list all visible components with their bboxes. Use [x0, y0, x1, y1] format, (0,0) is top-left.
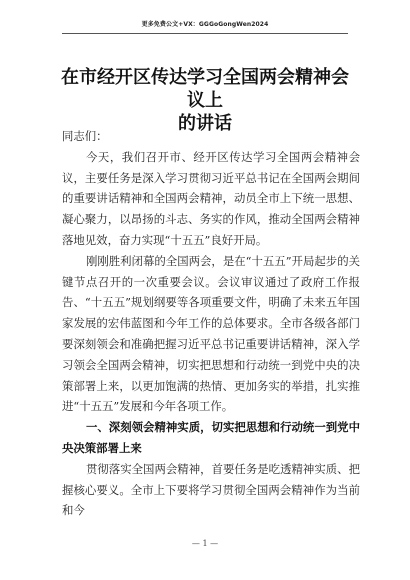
- body-paragraph: 贯彻落实全国两会精神，首要任务是吃透精神实质、把握核心要义。全市上下要将学习贯彻全国两会精神作为当前和今: [62, 461, 360, 518]
- section-heading: 一、深刻领会精神实质，切实把思想和行动统一到党中央决策部署上来: [62, 420, 360, 455]
- page-number: — 1 —: [191, 539, 219, 548]
- document-body: [62, 126, 360, 521]
- salutation: 同志们：: [62, 129, 108, 143]
- header-divider: [62, 33, 348, 34]
- title-line-1: 在市经开区传达学习全国两会精神会议上: [61, 67, 349, 111]
- header-note: 更多免费公文+VX：GGGoGongWen2024: [141, 21, 269, 28]
- document-title: [54, 66, 356, 135]
- body-paragraph: 刚刚胜利闭幕的全国两会，是在“十五五”开局起步的关键节点召开的一次重要会议。会议审议通过了政府工作报告、“十五五”规划纲要等各项重要文件，明确了未来五年国家发展的宏伟蓝图和今年工作的总体要求。全市各级各部门要深刻领会和准确把握习近平总书记重要讲话精神，深入学习领会全国两会精神，切实把思想和行动统一到党中央的决策部署上来，以更加饱满的热情、更加务实的举措，扎实推进“十五五”发展和今年各项工作。: [62, 253, 360, 414]
- title-line-2: 的讲话: [178, 113, 232, 134]
- body-paragraph: 今天，我们召开市、经开区传达学习全国两会精神会议，主要任务是深入学习贯彻习近平总书记在全国两会期间的重要讲话精神和全国两会精神，动员全市上下统一思想、凝心聚力，以昂扬的斗志、务实的作风，推动全国两会精神落地见效，奋力实现“十五五”良好开局。: [62, 149, 360, 247]
